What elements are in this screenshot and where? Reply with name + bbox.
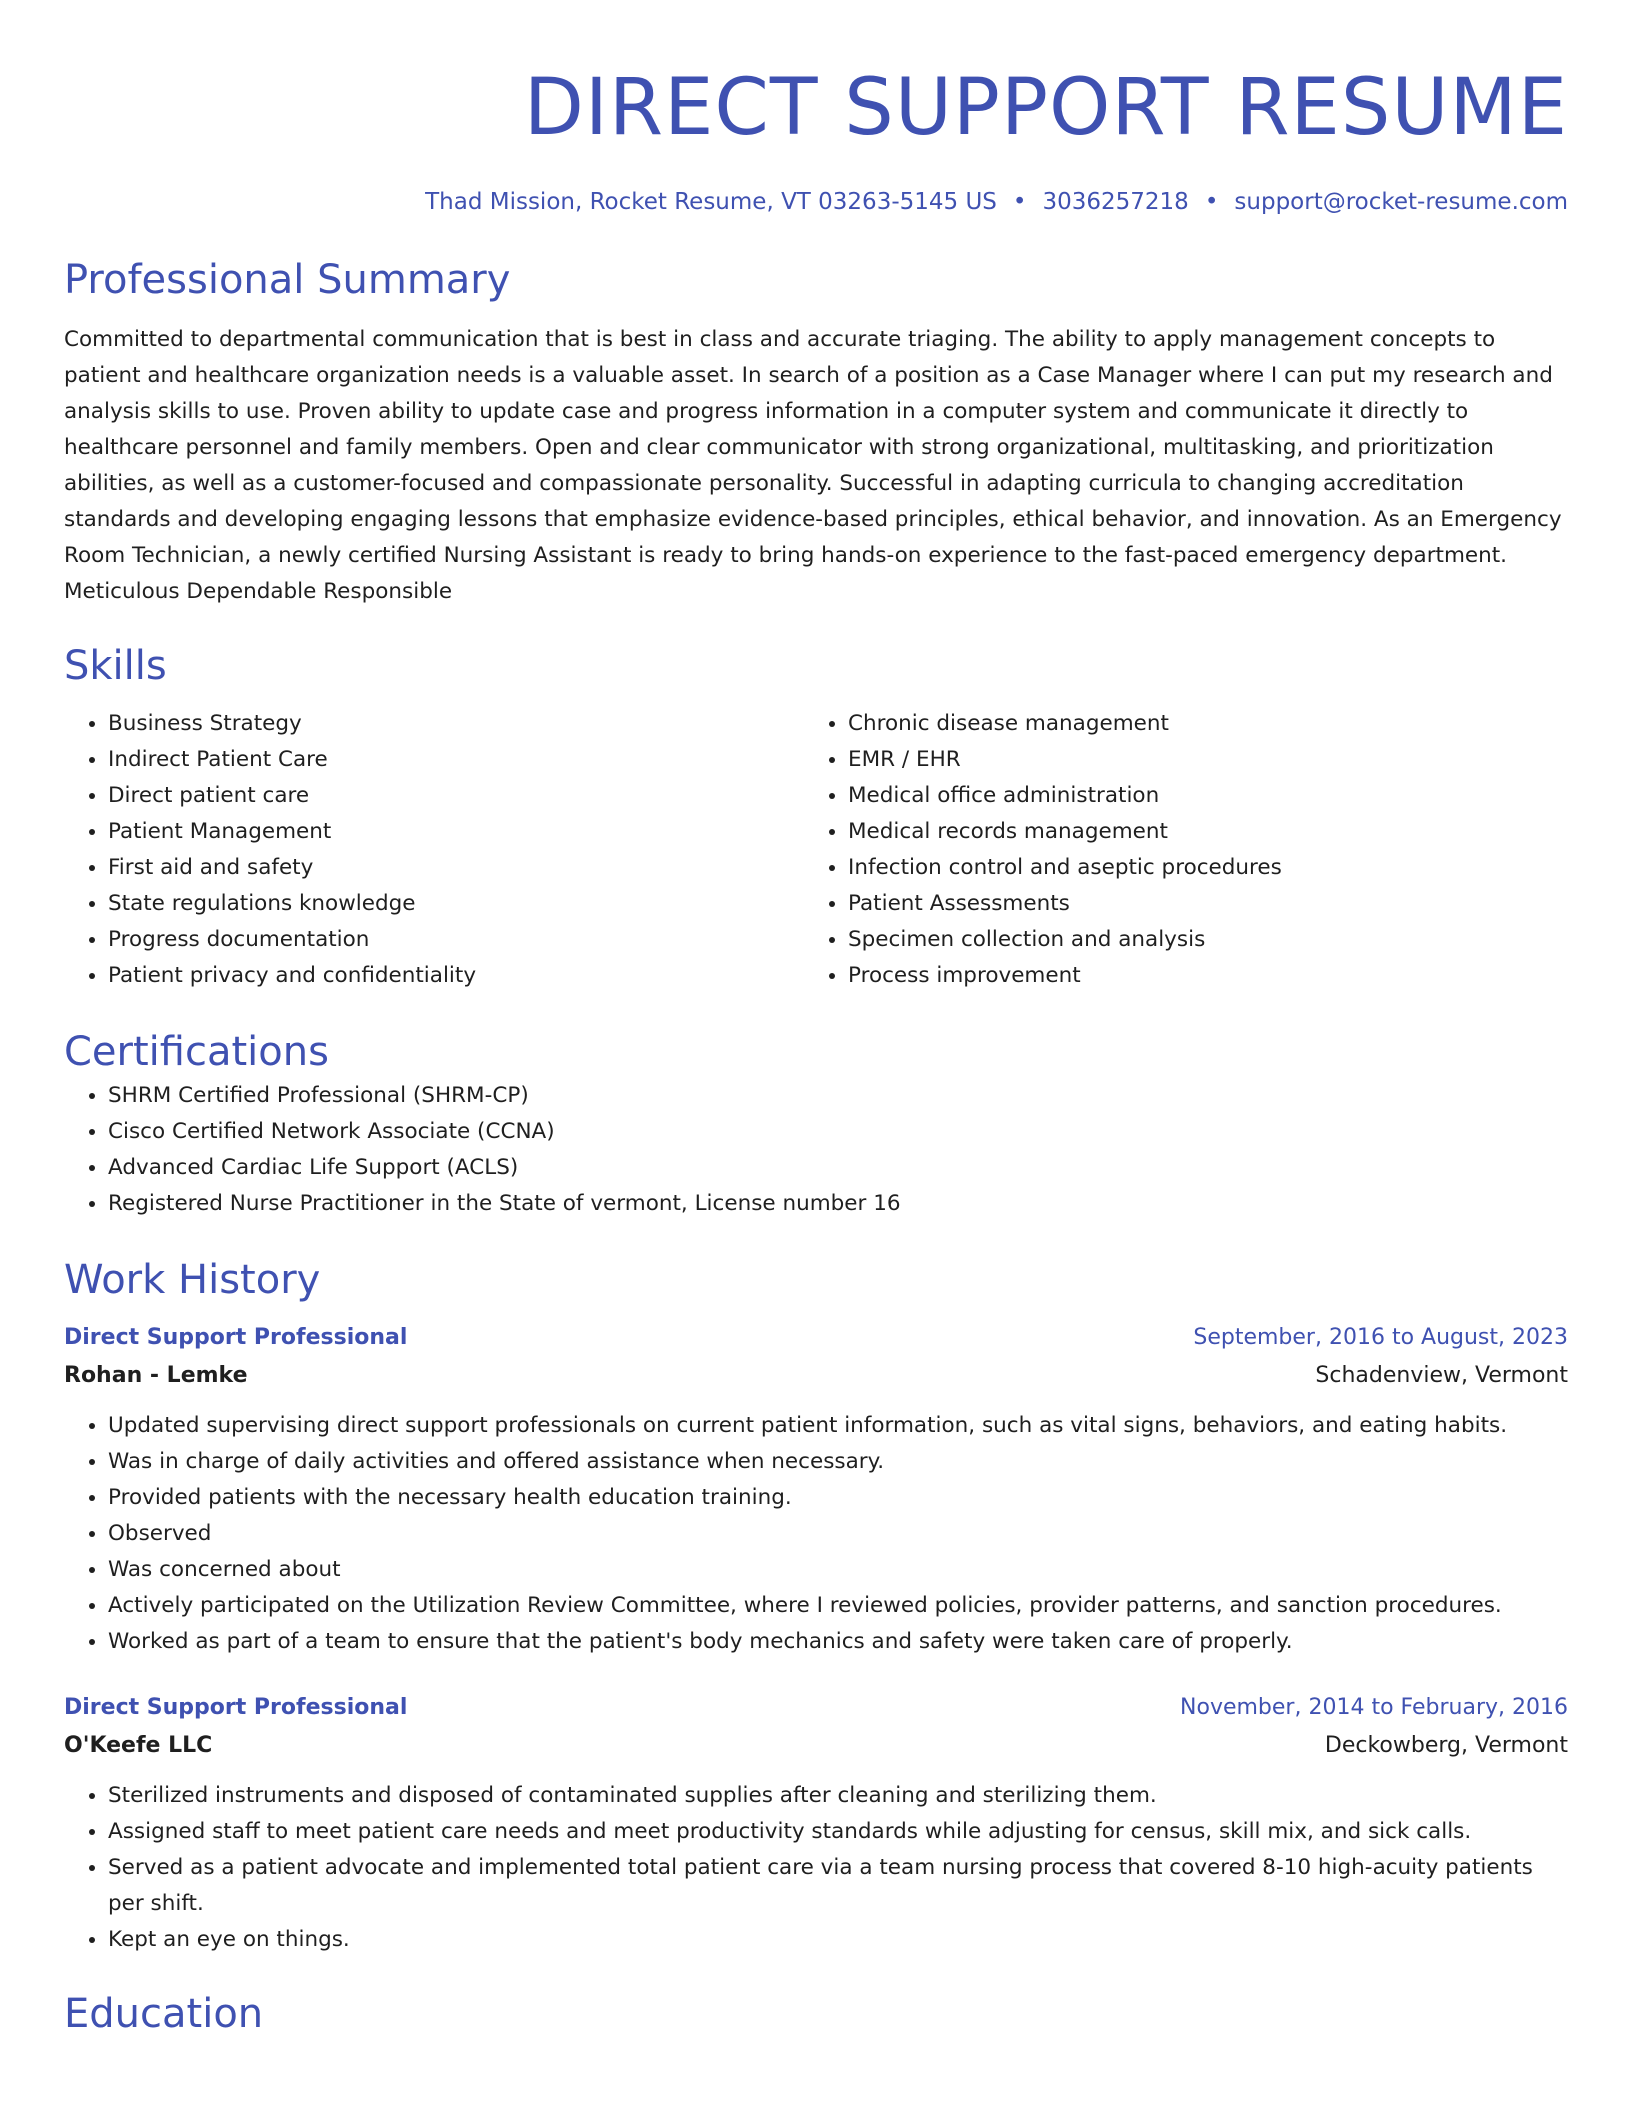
job-dates: September, 2016 to August, 2023 — [1193, 1325, 1568, 1350]
job-role: Direct Support Professional — [64, 1695, 408, 1720]
job-title-row — [64, 1320, 1568, 1356]
contact-separator: • — [1012, 189, 1027, 215]
summary-section — [64, 254, 1568, 610]
contact-line — [64, 184, 1568, 220]
job-entry — [64, 1320, 1568, 1660]
job-bullet: • Worked as part of a team to ensure that the patient's body mechanics and safety were taken care of properly. — [108, 1624, 1568, 1660]
certification-item: • Advanced Cardiac Life Support (ACLS) — [108, 1150, 1568, 1186]
skills-column-left — [64, 706, 804, 994]
job-company-row — [64, 1726, 1568, 1766]
skills-heading: Skills — [64, 643, 167, 689]
job-bullet: • Assigned staff to meet patient care needs and meet productivity standards while adjusting for census, skill mix, and sick calls. — [108, 1814, 1568, 1850]
job-bullet: • Observed — [108, 1516, 1568, 1552]
skills-list-left — [64, 706, 804, 994]
resume-header — [64, 60, 1568, 220]
job-bullet: • Was concerned about — [108, 1552, 1568, 1588]
skill-item: • Process improvement — [848, 958, 1544, 994]
job-company: O'Keefe LLC — [64, 1733, 213, 1758]
job-bullets — [64, 1778, 1568, 1958]
work-history-section — [64, 1254, 1568, 1958]
contact-address: Thad Mission, Rocket Resume, VT 03263-5145 US — [425, 189, 997, 215]
skill-item: • Specimen collection and analysis — [848, 922, 1544, 958]
contact-email[interactable]: support@rocket-resume.com — [1234, 189, 1568, 215]
work-history-heading: Work History — [64, 1257, 321, 1303]
summary-text: Committed to departmental communication that is best in class and accurate triaging. The ability to apply management concepts to patient and healthcare organization needs is a valuable asset. In search of a position as a Case Manager where I can put my research and analysis skills to use. Proven ability to update case and progress information in a computer system and communicate it directly to healthcare personnel and family members. Open and clear communicator with strong organizational, multitasking, and prioritization abilities, as well as a customer-focused and compassionate personality. Successful in adapting curricula to changing accreditation standards and developing engaging lessons that emphasize evidence-based principles, ethical behavior, and innovation. As an Emergency Room Technician, a newly certified Nursing Assistant is ready to bring hands-on experience to the fast-paced emergency department. Meticulous Dependable Responsible — [64, 327, 1562, 604]
resume-title: DIRECT SUPPORT RESUME — [523, 63, 1568, 153]
job-bullet: • Updated supervising direct support professionals on current patient information, such as vital signs, behaviors, and eating habits. — [108, 1408, 1568, 1444]
certification-item: • SHRM Certified Professional (SHRM-CP) — [108, 1078, 1568, 1114]
job-location: Schadenview, Vermont — [1315, 1363, 1568, 1388]
job-bullets — [64, 1408, 1568, 1660]
job-location: Deckowberg, Vermont — [1324, 1733, 1568, 1758]
job-bullet: • Was in charge of daily activities and offered assistance when necessary. — [108, 1444, 1568, 1480]
skill-item: • Patient Assessments — [848, 886, 1544, 922]
education-heading: Education — [64, 1991, 264, 2037]
certification-item: • Cisco Certified Network Associate (CCNA) — [108, 1114, 1568, 1150]
skill-item: • State regulations knowledge — [108, 886, 804, 922]
job-bullet: • Kept an eye on things. — [108, 1922, 1568, 1958]
skill-item: • Direct patient care — [108, 778, 804, 814]
job-bullet: • Actively participated on the Utilization Review Committee, where I reviewed policies, provider patterns, and sanction procedures. — [108, 1588, 1568, 1624]
job-title-row — [64, 1690, 1568, 1726]
contact-separator: • — [1204, 189, 1219, 215]
skill-item: • First aid and safety — [108, 850, 804, 886]
skill-item: • Business Strategy — [108, 706, 804, 742]
job-role: Direct Support Professional — [64, 1325, 408, 1350]
summary-heading: Professional Summary — [64, 257, 511, 303]
education-section — [64, 1988, 1568, 2040]
skill-item: • Medical office administration — [848, 778, 1544, 814]
skill-item: • Chronic disease management — [848, 706, 1544, 742]
skill-item: • EMR / EHR — [848, 742, 1544, 778]
job-company: Rohan - Lemke — [64, 1363, 248, 1388]
contact-phone: 3036257218 — [1042, 189, 1189, 215]
job-dates: November, 2014 to February, 2016 — [1180, 1695, 1568, 1720]
skills-section — [64, 640, 1568, 994]
job-company-row — [64, 1356, 1568, 1396]
skill-item: • Patient Management — [108, 814, 804, 850]
skill-item: • Medical records management — [848, 814, 1544, 850]
job-bullet: • Served as a patient advocate and implemented total patient care via a team nursing process that covered 8-10 high-acuity patients per shift. — [108, 1850, 1568, 1922]
skill-item: • Infection control and aseptic procedures — [848, 850, 1544, 886]
job-entry — [64, 1690, 1568, 1958]
certifications-section — [64, 1026, 1568, 1222]
job-bullet: • Sterilized instruments and disposed of contaminated supplies after cleaning and sterilizing them. — [108, 1778, 1568, 1814]
skill-item: • Patient privacy and confidentiality — [108, 958, 804, 994]
skills-column-right — [804, 706, 1544, 994]
skills-list-right — [804, 706, 1544, 994]
certifications-heading: Certifications — [64, 1029, 329, 1075]
skill-item: • Indirect Patient Care — [108, 742, 804, 778]
job-bullet: • Provided patients with the necessary health education training. — [108, 1480, 1568, 1516]
skills-grid — [64, 706, 1568, 994]
certifications-list — [64, 1078, 1568, 1222]
skill-item: • Progress documentation — [108, 922, 804, 958]
certification-item: • Registered Nurse Practitioner in the State of vermont, License number 16 — [108, 1186, 1568, 1222]
